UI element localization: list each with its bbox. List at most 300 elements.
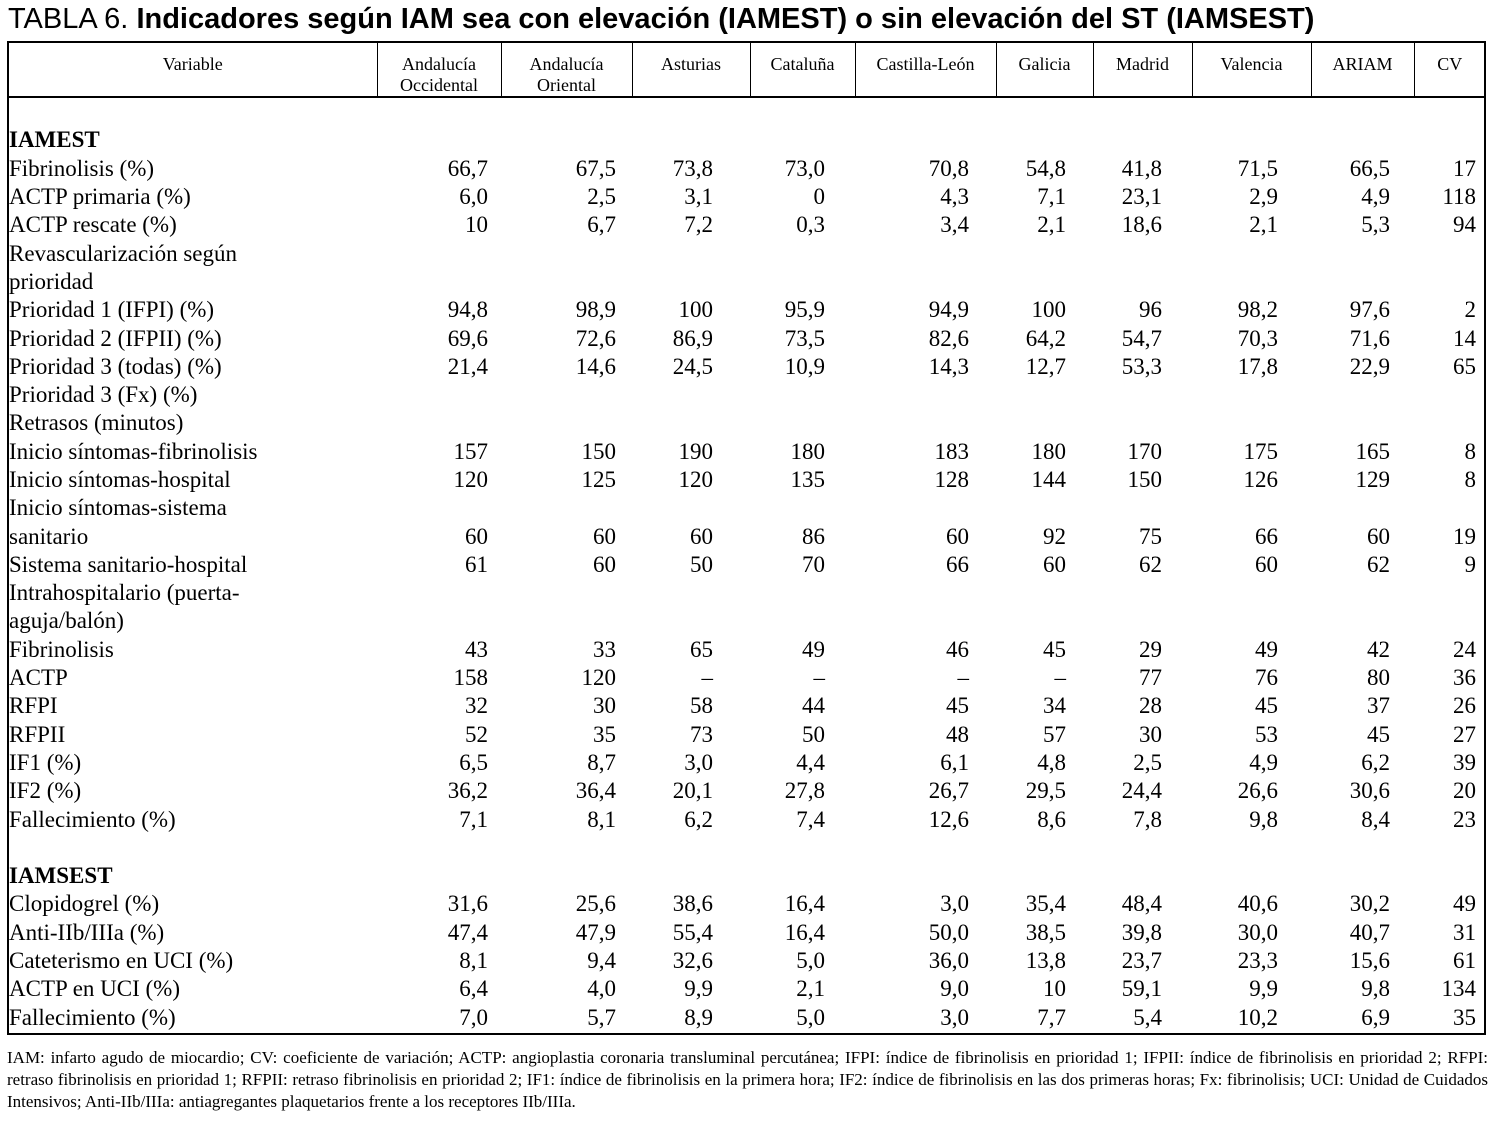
value-cell: 23,1 <box>1121 184 1162 210</box>
value-cell: 67,5 <box>575 155 616 181</box>
value-cell: 2,1 <box>796 976 825 1002</box>
value-cell: 3,0 <box>684 749 713 775</box>
row-label: Intrahospitalario (puerta- <box>9 580 240 606</box>
table-number: TABLA 6. <box>8 3 129 35</box>
value-cell: 71,5 <box>1237 155 1278 181</box>
value-cell: 45 <box>946 693 969 719</box>
value-cell <box>1414 239 1485 267</box>
value-cell: 7,7 <box>1037 1004 1066 1030</box>
value-cell <box>377 494 501 522</box>
value-cell <box>501 579 632 607</box>
column-header: Variable <box>9 43 377 97</box>
table-row <box>9 805 1485 833</box>
value-cell: 29 <box>1139 636 1162 662</box>
value-cell <box>1192 579 1311 607</box>
value-cell <box>855 381 996 409</box>
value-cell: 10 <box>465 212 488 238</box>
table-row <box>9 1004 1485 1032</box>
row-label: RFPI <box>9 693 58 719</box>
value-cell: 66 <box>1255 523 1278 549</box>
value-cell: 29,5 <box>1025 778 1066 804</box>
value-cell: 23,7 <box>1121 948 1162 974</box>
value-cell <box>1093 239 1192 267</box>
value-cell: 73,8 <box>672 155 713 181</box>
value-cell: 17,8 <box>1237 353 1278 379</box>
value-cell: 30,2 <box>1349 891 1390 917</box>
value-cell: 49 <box>802 636 825 662</box>
value-cell: 44 <box>802 693 825 719</box>
value-cell <box>1414 579 1485 607</box>
table-row <box>9 353 1485 381</box>
value-cell: 165 <box>1355 438 1390 464</box>
table-row <box>9 919 1485 947</box>
column-header: Andalucía Oriental <box>501 43 632 97</box>
value-cell: 7,0 <box>459 1004 488 1030</box>
value-cell: 28 <box>1139 693 1162 719</box>
row-label: Inicio síntomas-fibrinolisis <box>9 438 258 464</box>
value-cell: 2,1 <box>1249 212 1278 238</box>
table-row <box>9 155 1485 183</box>
value-cell <box>501 381 632 409</box>
value-cell: 25,6 <box>575 891 616 917</box>
value-cell: 3,4 <box>940 212 969 238</box>
row-label: Fallecimiento (%) <box>9 1004 176 1030</box>
value-cell: 5,0 <box>796 1004 825 1030</box>
table-row <box>9 947 1485 975</box>
value-cell: 39,8 <box>1121 919 1162 945</box>
value-cell: 60 <box>593 523 616 549</box>
column-header: Cataluña <box>750 43 855 97</box>
value-cell: 70,3 <box>1237 325 1278 351</box>
value-cell: 62 <box>1139 551 1162 577</box>
value-cell: 94 <box>1453 212 1476 238</box>
value-cell <box>855 494 996 522</box>
value-cell: 120 <box>581 665 616 691</box>
row-label: prioridad <box>9 268 94 294</box>
value-cell: 60 <box>946 523 969 549</box>
section-row <box>9 862 1485 890</box>
value-cell <box>377 268 501 296</box>
row-label: ACTP primaria (%) <box>9 184 191 210</box>
value-cell: 150 <box>1127 467 1162 492</box>
value-cell: 27,8 <box>784 778 825 804</box>
row-label: Retrasos (minutos) <box>9 410 184 436</box>
table-row <box>9 777 1485 805</box>
value-cell: 6,9 <box>1361 1004 1390 1030</box>
value-cell: 95,9 <box>784 297 825 323</box>
table-row <box>9 183 1485 211</box>
value-cell: 7,4 <box>796 806 825 832</box>
value-cell: 22,9 <box>1349 353 1390 379</box>
value-cell <box>1093 494 1192 522</box>
value-cell <box>1414 268 1485 296</box>
value-cell: 12,7 <box>1025 353 1066 379</box>
value-cell: 100 <box>678 297 713 323</box>
value-cell <box>1093 409 1192 437</box>
value-cell <box>632 239 750 267</box>
value-cell: 35,4 <box>1025 891 1066 917</box>
row-label: Prioridad 3 (Fx) (%) <box>9 382 198 408</box>
value-cell <box>377 381 501 409</box>
value-cell: 24,5 <box>672 353 713 379</box>
value-cell: 7,2 <box>684 212 713 238</box>
value-cell: 98,2 <box>1237 297 1278 323</box>
value-cell: 20 <box>1453 778 1476 804</box>
value-cell: – <box>813 665 825 691</box>
table-row <box>9 324 1485 352</box>
value-cell <box>1414 607 1485 635</box>
value-cell: 48,4 <box>1121 891 1162 917</box>
header-row <box>9 43 1485 97</box>
value-cell: 4,3 <box>940 184 969 210</box>
value-cell <box>377 607 501 635</box>
value-cell <box>1414 409 1485 437</box>
value-cell: 8,4 <box>1361 806 1390 832</box>
value-cell <box>750 239 855 267</box>
row-label: ACTP en UCI (%) <box>9 976 180 1002</box>
value-cell: 7,1 <box>1037 184 1066 210</box>
value-cell: 8,9 <box>684 1004 713 1030</box>
row-label: Fibrinolisis (%) <box>9 155 155 181</box>
table-row <box>9 721 1485 749</box>
value-cell: 60 <box>1255 551 1278 577</box>
value-cell: 6,2 <box>1361 749 1390 775</box>
spacer-cell <box>9 97 1485 126</box>
value-cell: 94,9 <box>928 297 969 323</box>
value-cell: 38,5 <box>1025 919 1066 945</box>
value-cell: 66,5 <box>1349 155 1390 181</box>
value-cell: 70,8 <box>928 155 969 181</box>
value-cell: 33 <box>593 636 616 662</box>
value-cell: 180 <box>790 438 825 464</box>
value-cell: 69,6 <box>447 325 488 351</box>
value-cell <box>1192 494 1311 522</box>
value-cell: 31,6 <box>447 891 488 917</box>
value-cell <box>855 409 996 437</box>
section-heading: IAMSEST <box>9 863 113 889</box>
value-cell: 53,3 <box>1121 353 1162 379</box>
value-cell <box>1311 268 1414 296</box>
value-cell: 144 <box>1031 467 1066 492</box>
value-cell <box>1192 268 1311 296</box>
value-cell: 4,9 <box>1361 184 1390 210</box>
value-cell: 4,4 <box>796 749 825 775</box>
value-cell: 150 <box>581 438 616 464</box>
value-cell: 50,0 <box>928 919 969 945</box>
spacer-row <box>9 97 1485 126</box>
value-cell: 35 <box>593 721 616 747</box>
value-cell: 32,6 <box>672 948 713 974</box>
value-cell: 3,0 <box>940 891 969 917</box>
value-cell: 128 <box>934 467 969 492</box>
value-cell <box>377 239 501 267</box>
value-cell: 55,4 <box>672 919 713 945</box>
value-cell: 37 <box>1367 693 1390 719</box>
row-label: Cateterismo en UCI (%) <box>9 948 234 974</box>
value-cell: 14 <box>1453 325 1476 351</box>
value-cell: 66 <box>946 551 969 577</box>
table-title-text: Indicadores según IAM sea con elevación (IAMEST) o sin elevación del ST (IAMSEST) <box>136 3 1315 35</box>
table-row <box>9 381 1485 409</box>
value-cell: 60 <box>465 523 488 549</box>
value-cell <box>750 494 855 522</box>
value-cell: 57 <box>1043 721 1066 747</box>
value-cell <box>1311 607 1414 635</box>
table-row <box>9 664 1485 692</box>
row-label: Inicio síntomas-sistema <box>9 495 227 521</box>
table-row <box>9 522 1485 550</box>
value-cell <box>632 409 750 437</box>
value-cell <box>1311 579 1414 607</box>
value-cell <box>750 607 855 635</box>
value-cell: 50 <box>802 721 825 747</box>
table-body <box>9 97 1485 1060</box>
value-cell: 49 <box>1255 636 1278 662</box>
table-row <box>9 268 1485 296</box>
value-cell: 118 <box>1442 184 1476 210</box>
value-cell: 61 <box>465 551 488 577</box>
value-cell: 46 <box>946 636 969 662</box>
row-label: Clopidogrel (%) <box>9 891 160 917</box>
value-cell <box>996 409 1093 437</box>
table-row <box>9 409 1485 437</box>
value-cell: 16,4 <box>784 891 825 917</box>
value-cell: 76 <box>1255 665 1278 691</box>
table-row <box>9 211 1485 239</box>
value-cell <box>1311 239 1414 267</box>
value-cell: 20,1 <box>672 778 713 804</box>
value-cell: 135 <box>790 467 825 492</box>
value-cell: 75 <box>1139 523 1162 549</box>
row-label: IF1 (%) <box>9 749 82 775</box>
value-cell: 26,6 <box>1237 778 1278 804</box>
value-cell: 71,6 <box>1349 325 1390 351</box>
row-label: Revascularización según <box>9 240 237 266</box>
value-cell: 17 <box>1453 155 1476 181</box>
value-cell: 30 <box>1139 721 1162 747</box>
value-cell: 10,2 <box>1237 1004 1278 1030</box>
value-cell: 70 <box>802 551 825 577</box>
value-cell: 23,3 <box>1237 948 1278 974</box>
value-cell <box>1093 607 1192 635</box>
value-cell: 9 <box>1464 551 1476 577</box>
value-cell: 13,8 <box>1025 948 1066 974</box>
value-cell: 86 <box>802 523 825 549</box>
footnote: IAM: infarto agudo de miocardio; CV: coeficiente de variación; ACTP: angioplastia coronaria transluminal percutánea; IFPI: índice de fibrinolisis en prioridad 1; IFPII: índice de fibrinolisis en prioridad 2; RFPI: retraso fibrinolisis en prioridad 1; RFPII: retraso fibrinolisis en prioridad 2; IF1: índice de fibrinolisis en la primera hora; IF2: índice de fibrinolisis en las dos primeras horas; Fx: fibrinolisis; UCI: Unidad de Cuidados Intensivos; Anti-IIb/IIIa: antiagregantes plaquetarios frente a los receptores IIb/IIIa. <box>7 1048 1488 1111</box>
table-frame <box>7 41 1486 1035</box>
value-cell: 175 <box>1243 438 1278 464</box>
value-cell: 0 <box>813 184 825 210</box>
value-cell: 0,3 <box>796 212 825 238</box>
value-cell: 73 <box>690 721 713 747</box>
value-cell: 26 <box>1453 693 1476 719</box>
value-cell: 8,1 <box>587 806 616 832</box>
value-cell: 126 <box>1243 467 1278 492</box>
value-cell: 60 <box>1043 551 1066 577</box>
value-cell: 64,2 <box>1025 325 1066 351</box>
row-label: ACTP rescate (%) <box>9 212 177 238</box>
value-cell: 30,0 <box>1237 919 1278 945</box>
value-cell: 6,7 <box>587 212 616 238</box>
value-cell <box>1192 607 1311 635</box>
value-cell: 86,9 <box>672 325 713 351</box>
value-cell: 40,7 <box>1349 919 1390 945</box>
value-cell: 60 <box>1367 523 1390 549</box>
row-label: RFPII <box>9 721 66 747</box>
value-cell: 72,6 <box>575 325 616 351</box>
value-cell <box>501 409 632 437</box>
value-cell: 4,8 <box>1037 749 1066 775</box>
section-row <box>9 126 1485 154</box>
value-cell <box>750 409 855 437</box>
value-cell: 47,4 <box>447 919 488 945</box>
value-cell: 6,5 <box>459 749 488 775</box>
value-cell: 60 <box>690 523 713 549</box>
value-cell: 26,7 <box>928 778 969 804</box>
value-cell <box>750 268 855 296</box>
value-cell <box>1311 409 1414 437</box>
value-cell: 120 <box>453 467 488 492</box>
value-cell: 5,3 <box>1361 212 1390 238</box>
value-cell: 45 <box>1043 636 1066 662</box>
value-cell <box>1414 381 1485 409</box>
value-cell <box>996 268 1093 296</box>
spacer-cell <box>9 834 1485 862</box>
table-row <box>9 551 1485 579</box>
value-cell: 8 <box>1464 467 1476 492</box>
value-cell: 50 <box>690 551 713 577</box>
value-cell: 10,9 <box>784 353 825 379</box>
value-cell: 36,2 <box>447 778 488 804</box>
value-cell: 2 <box>1464 297 1476 323</box>
value-cell: – <box>701 665 713 691</box>
value-cell <box>1311 381 1414 409</box>
value-cell: 6,2 <box>684 806 713 832</box>
value-cell: 24 <box>1453 636 1476 662</box>
value-cell <box>632 494 750 522</box>
row-label: Fallecimiento (%) <box>9 806 176 832</box>
value-cell: 170 <box>1127 438 1162 464</box>
value-cell <box>632 579 750 607</box>
value-cell <box>750 579 855 607</box>
value-cell: 125 <box>581 467 616 492</box>
value-cell <box>996 607 1093 635</box>
value-cell: 134 <box>1441 976 1476 1002</box>
value-cell: 31 <box>1453 919 1476 945</box>
value-cell: 21,4 <box>447 353 488 379</box>
value-cell: 4,9 <box>1249 749 1278 775</box>
table-row <box>9 975 1485 1003</box>
table-row <box>9 749 1485 777</box>
column-header: Asturias <box>632 43 750 97</box>
value-cell: 2,5 <box>1133 749 1162 775</box>
value-cell: 96 <box>1139 297 1162 323</box>
value-cell: 66,7 <box>447 155 488 181</box>
value-cell: 5,0 <box>796 948 825 974</box>
value-cell <box>1192 239 1311 267</box>
value-cell: 10 <box>1043 976 1066 1002</box>
value-cell: 30,6 <box>1349 778 1390 804</box>
value-cell: 180 <box>1031 438 1066 464</box>
value-cell: 80 <box>1367 665 1390 691</box>
value-cell <box>632 381 750 409</box>
value-cell: 8 <box>1464 438 1476 464</box>
table-row <box>9 607 1485 635</box>
row-label: Sistema sanitario-hospital <box>9 551 248 577</box>
value-cell: 23 <box>1453 806 1476 832</box>
column-header: Valencia <box>1192 43 1311 97</box>
value-cell: 35 <box>1453 1004 1476 1030</box>
value-cell: 18,6 <box>1121 212 1162 238</box>
row-label: aguja/balón) <box>9 608 124 634</box>
value-cell <box>377 409 501 437</box>
value-cell: 7,1 <box>459 806 488 832</box>
value-cell: 100 <box>1031 297 1066 323</box>
column-header: ARIAM <box>1311 43 1414 97</box>
value-cell: 4,0 <box>587 976 616 1002</box>
value-cell: 48 <box>946 721 969 747</box>
value-cell: – <box>1054 665 1066 691</box>
value-cell: 73,5 <box>784 325 825 351</box>
value-cell: 27 <box>1453 721 1476 747</box>
value-cell: 58 <box>690 693 713 719</box>
value-cell: 9,8 <box>1249 806 1278 832</box>
value-cell: 12,6 <box>928 806 969 832</box>
value-cell: 9,4 <box>587 948 616 974</box>
value-cell: 3,1 <box>684 184 713 210</box>
value-cell: 54,7 <box>1121 325 1162 351</box>
data-table <box>9 43 1485 1060</box>
table-row <box>9 438 1485 466</box>
value-cell: 34 <box>1043 693 1066 719</box>
value-cell <box>377 579 501 607</box>
value-cell: 6,0 <box>459 184 488 210</box>
value-cell: 38,6 <box>672 891 713 917</box>
value-cell: 2,5 <box>587 184 616 210</box>
table-row <box>9 296 1485 324</box>
value-cell <box>996 579 1093 607</box>
row-label: ACTP <box>9 665 68 691</box>
row-label: Inicio síntomas-hospital <box>9 467 231 492</box>
value-cell: 39 <box>1453 749 1476 775</box>
value-cell <box>632 607 750 635</box>
value-cell: 9,9 <box>684 976 713 1002</box>
table-row <box>9 692 1485 720</box>
value-cell <box>1093 579 1192 607</box>
column-header: CV <box>1414 43 1485 97</box>
value-cell: 2,1 <box>1037 212 1066 238</box>
value-cell: 59,1 <box>1121 976 1162 1002</box>
value-cell: – <box>957 665 969 691</box>
table-row <box>9 239 1485 267</box>
section-heading: IAMEST <box>9 127 100 153</box>
value-cell: 45 <box>1255 693 1278 719</box>
value-cell: 8,1 <box>459 948 488 974</box>
value-cell: 8,7 <box>587 749 616 775</box>
value-cell: 42 <box>1367 636 1390 662</box>
value-cell: 6,1 <box>940 749 969 775</box>
value-cell: 92 <box>1043 523 1066 549</box>
value-cell: 82,6 <box>928 325 969 351</box>
value-cell <box>750 381 855 409</box>
value-cell <box>1311 494 1414 522</box>
value-cell <box>996 494 1093 522</box>
column-header: Madrid <box>1093 43 1192 97</box>
value-cell: 53 <box>1255 721 1278 747</box>
table-row <box>9 890 1485 918</box>
value-cell: 61 <box>1453 948 1476 974</box>
value-cell: 60 <box>593 551 616 577</box>
